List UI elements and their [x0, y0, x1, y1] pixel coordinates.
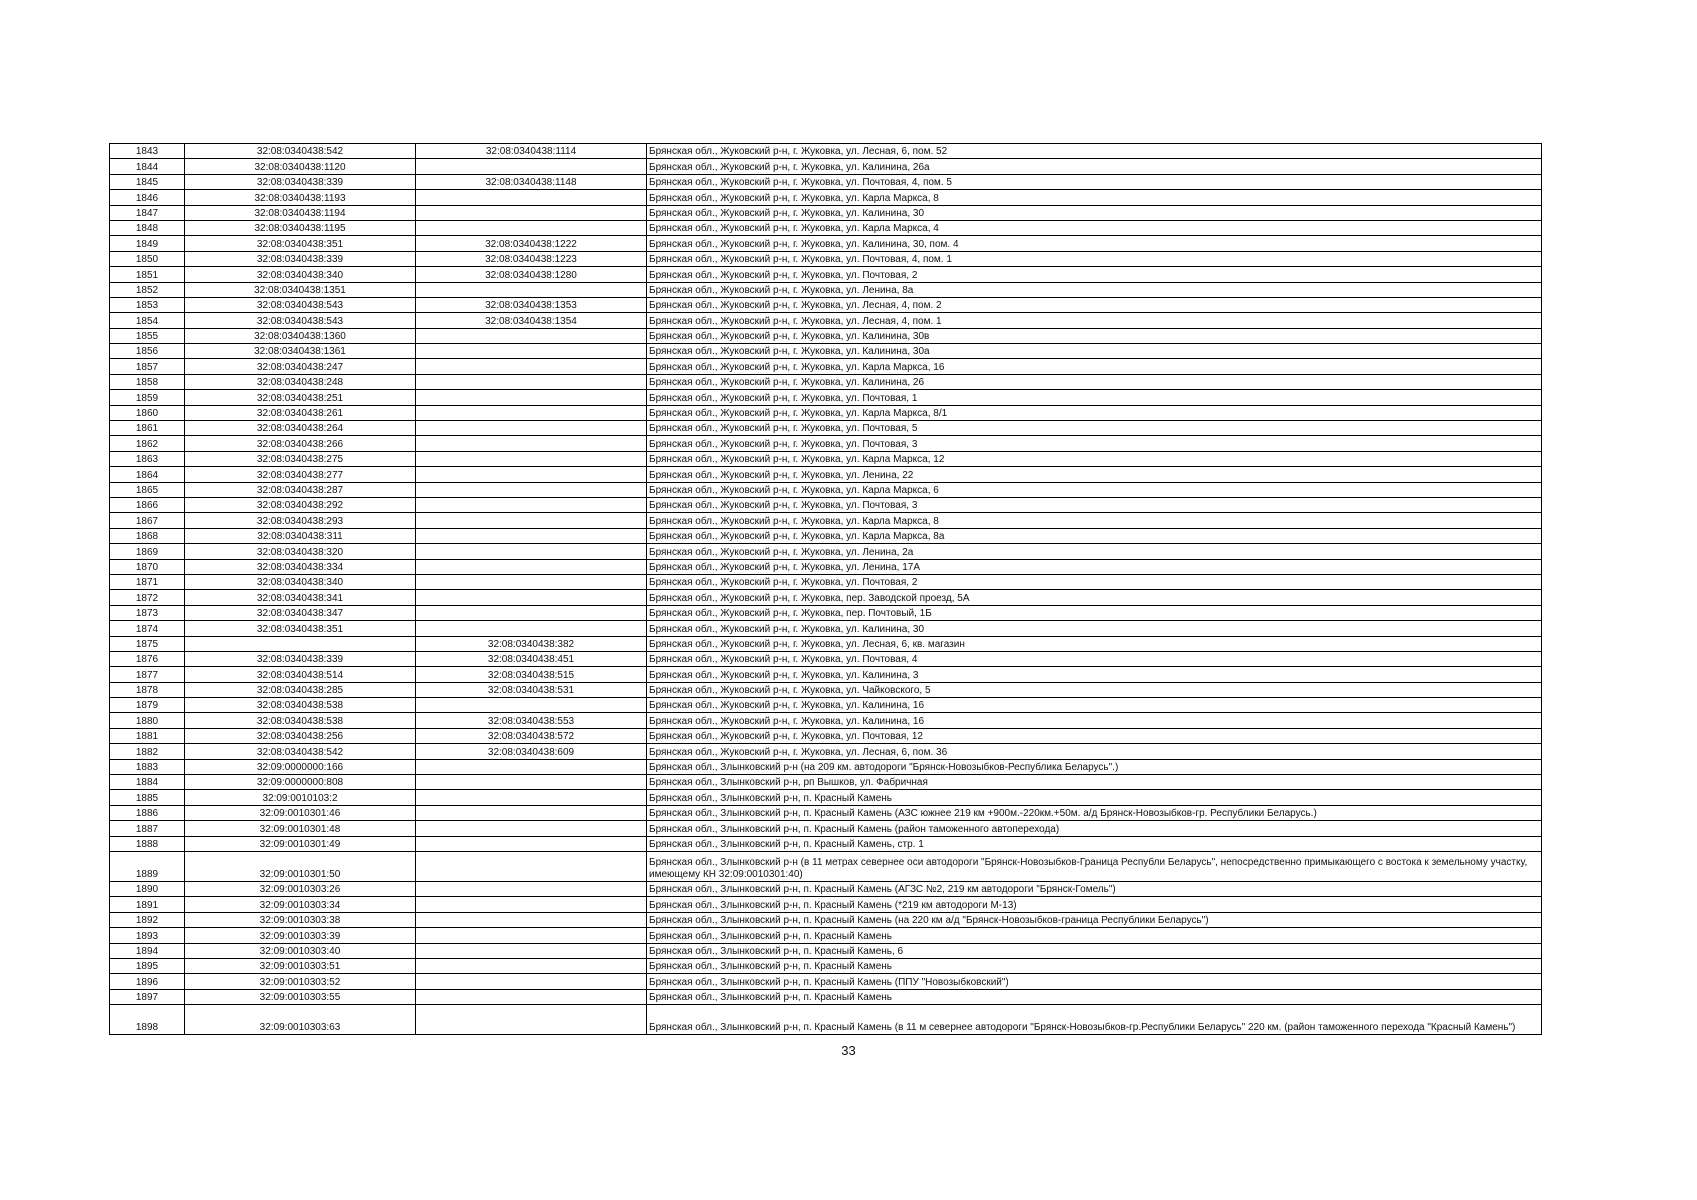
row-number-cell: 1852	[110, 282, 185, 297]
related-cadastral-number-cell	[416, 220, 647, 235]
address-cell: Брянская обл., Злынковский р-н, п. Красный Камень (АЗС южнее 219 км +900м.-220км.+50м. а/д Брянск-Новозыбков-гр. Республики Беларусь.)	[647, 805, 1542, 820]
cadastral-number-cell: 32:08:0340438:351	[185, 236, 416, 251]
related-cadastral-number-cell: 32:08:0340438:572	[416, 728, 647, 743]
row-number-cell: 1845	[110, 174, 185, 189]
row-number-cell: 1881	[110, 728, 185, 743]
table-row	[110, 436, 1542, 451]
cadastral-number-cell: 32:08:0340438:339	[185, 651, 416, 666]
registry-table-body	[110, 144, 1542, 1035]
address-cell: Брянская обл., Жуковский р-н, г. Жуковка, ул. Карла Маркса, 16	[647, 359, 1542, 374]
address-cell: Брянская обл., Жуковский р-н, г. Жуковка, ул. Лесная, 4, пом. 1	[647, 313, 1542, 328]
cadastral-number-cell: 32:09:0000000:166	[185, 759, 416, 774]
related-cadastral-number-cell	[416, 390, 647, 405]
table-row	[110, 805, 1542, 820]
table-row	[110, 482, 1542, 497]
cadastral-number-cell: 32:08:0340438:248	[185, 374, 416, 389]
address-cell: Брянская обл., Жуковский р-н, г. Жуковка, ул. Почтовая, 5	[647, 421, 1542, 436]
row-number-cell: 1851	[110, 267, 185, 282]
table-row	[110, 851, 1542, 881]
address-cell: Брянская обл., Жуковский р-н, г. Жуковка, ул. Калинина, 16	[647, 698, 1542, 713]
related-cadastral-number-cell	[416, 590, 647, 605]
cadastral-number-cell: 32:08:0340438:538	[185, 698, 416, 713]
related-cadastral-number-cell	[416, 405, 647, 420]
row-number-cell: 1867	[110, 513, 185, 528]
related-cadastral-number-cell: 32:08:0340438:451	[416, 651, 647, 666]
table-row	[110, 528, 1542, 543]
related-cadastral-number-cell	[416, 467, 647, 482]
cadastral-number-cell: 32:08:0340438:292	[185, 497, 416, 512]
related-cadastral-number-cell	[416, 574, 647, 589]
table-row	[110, 974, 1542, 989]
address-cell: Брянская обл., Злынковский р-н, п. Красный Камень, 6	[647, 943, 1542, 958]
cadastral-number-cell: 32:08:0340438:266	[185, 436, 416, 451]
cadastral-number-cell: 32:08:0340438:339	[185, 174, 416, 189]
address-cell: Брянская обл., Злынковский р-н, п. Красный Камень	[647, 989, 1542, 1004]
cadastral-number-cell: 32:08:0340438:293	[185, 513, 416, 528]
address-cell: Брянская обл., Жуковский р-н, г. Жуковка, ул. Чайковского, 5	[647, 682, 1542, 697]
cadastral-number-cell: 32:08:0340438:287	[185, 482, 416, 497]
address-cell: Брянская обл., Жуковский р-н, г. Жуковка, ул. Калинина, 30	[647, 621, 1542, 636]
cadastral-number-cell: 32:09:0010103:2	[185, 790, 416, 805]
address-cell: Брянская обл., Жуковский р-н, г. Жуковка, ул. Почтовая, 1	[647, 390, 1542, 405]
related-cadastral-number-cell: 32:08:0340438:1148	[416, 174, 647, 189]
cadastral-number-cell: 32:09:0010303:51	[185, 958, 416, 973]
address-cell: Брянская обл., Злынковский р-н, п. Красный Камень (ППУ "Новозыбковский")	[647, 974, 1542, 989]
row-number-cell: 1884	[110, 775, 185, 790]
row-number-cell: 1848	[110, 220, 185, 235]
cadastral-number-cell: 32:08:0340438:542	[185, 744, 416, 759]
related-cadastral-number-cell	[416, 958, 647, 973]
row-number-cell: 1870	[110, 559, 185, 574]
row-number-cell: 1860	[110, 405, 185, 420]
table-row	[110, 590, 1542, 605]
table-row	[110, 1005, 1542, 1035]
related-cadastral-number-cell: 32:08:0340438:382	[416, 636, 647, 651]
row-number-cell: 1857	[110, 359, 185, 374]
cadastral-number-cell: 32:08:0340438:1193	[185, 190, 416, 205]
address-cell: Брянская обл., Жуковский р-н, г. Жуковка, ул. Калинина, 30в	[647, 328, 1542, 343]
table-row	[110, 405, 1542, 420]
row-number-cell: 1854	[110, 313, 185, 328]
table-row	[110, 881, 1542, 896]
table-row	[110, 190, 1542, 205]
row-number-cell: 1887	[110, 821, 185, 836]
related-cadastral-number-cell	[416, 897, 647, 912]
row-number-cell: 1872	[110, 590, 185, 605]
cadastral-number-cell: 32:08:0340438:1195	[185, 220, 416, 235]
row-number-cell: 1865	[110, 482, 185, 497]
table-row	[110, 621, 1542, 636]
address-cell: Брянская обл., Жуковский р-н, г. Жуковка, ул. Почтовая, 4, пом. 5	[647, 174, 1542, 189]
cadastral-number-cell: 32:08:0340438:340	[185, 574, 416, 589]
address-cell: Брянская обл., Жуковский р-н, г. Жуковка, пер. Заводской проезд, 5А	[647, 590, 1542, 605]
table-row	[110, 698, 1542, 713]
table-row	[110, 267, 1542, 282]
row-number-cell: 1896	[110, 974, 185, 989]
related-cadastral-number-cell	[416, 374, 647, 389]
table-row	[110, 390, 1542, 405]
cadastral-number-cell: 32:09:0000000:808	[185, 775, 416, 790]
table-row	[110, 513, 1542, 528]
table-row	[110, 297, 1542, 312]
cadastral-number-cell: 32:08:0340438:285	[185, 682, 416, 697]
table-row	[110, 989, 1542, 1004]
related-cadastral-number-cell: 32:08:0340438:609	[416, 744, 647, 759]
cadastral-number-cell: 32:09:0010303:63	[185, 1005, 416, 1035]
address-cell: Брянская обл., Жуковский р-н, г. Жуковка, ул. Калинина, 16	[647, 713, 1542, 728]
cadastral-number-cell: 32:08:0340438:247	[185, 359, 416, 374]
cadastral-number-cell: 32:08:0340438:543	[185, 297, 416, 312]
table-row	[110, 236, 1542, 251]
table-row	[110, 174, 1542, 189]
related-cadastral-number-cell	[416, 759, 647, 774]
row-number-cell: 1877	[110, 667, 185, 682]
related-cadastral-number-cell	[416, 698, 647, 713]
table-row	[110, 636, 1542, 651]
row-number-cell: 1859	[110, 390, 185, 405]
related-cadastral-number-cell	[416, 851, 647, 881]
related-cadastral-number-cell	[416, 989, 647, 1004]
row-number-cell: 1897	[110, 989, 185, 1004]
row-number-cell: 1880	[110, 713, 185, 728]
address-cell: Брянская обл., Жуковский р-н, г. Жуковка, ул. Карла Маркса, 4	[647, 220, 1542, 235]
cadastral-number-cell: 32:09:0010303:26	[185, 881, 416, 896]
table-row	[110, 282, 1542, 297]
row-number-cell: 1850	[110, 251, 185, 266]
table-row	[110, 205, 1542, 220]
row-number-cell: 1876	[110, 651, 185, 666]
related-cadastral-number-cell: 32:08:0340438:1353	[416, 297, 647, 312]
address-cell: Брянская обл., Злынковский р-н, п. Красный Камень	[647, 790, 1542, 805]
related-cadastral-number-cell	[416, 1005, 647, 1035]
table-row	[110, 897, 1542, 912]
address-cell: Брянская обл., Злынковский р-н, п. Красный Камень (район таможенного автоперехода)	[647, 821, 1542, 836]
address-cell: Брянская обл., Жуковский р-н, г. Жуковка, ул. Калинина, 30, пом. 4	[647, 236, 1542, 251]
address-cell: Брянская обл., Жуковский р-н, г. Жуковка, ул. Ленина, 2а	[647, 544, 1542, 559]
row-number-cell: 1868	[110, 528, 185, 543]
address-cell: Брянская обл., Злынковский р-н, п. Красный Камень	[647, 928, 1542, 943]
related-cadastral-number-cell	[416, 821, 647, 836]
address-cell: Брянская обл., Жуковский р-н, г. Жуковка, ул. Калинина, 3	[647, 667, 1542, 682]
table-row	[110, 943, 1542, 958]
table-row	[110, 759, 1542, 774]
related-cadastral-number-cell	[416, 544, 647, 559]
related-cadastral-number-cell	[416, 359, 647, 374]
table-row	[110, 544, 1542, 559]
cadastral-number-cell: 32:08:0340438:320	[185, 544, 416, 559]
table-row	[110, 928, 1542, 943]
cadastral-number-cell: 32:09:0010301:50	[185, 851, 416, 881]
table-row	[110, 220, 1542, 235]
row-number-cell: 1898	[110, 1005, 185, 1035]
related-cadastral-number-cell: 32:08:0340438:1223	[416, 251, 647, 266]
address-cell: Брянская обл., Жуковский р-н, г. Жуковка, ул. Карла Маркса, 8	[647, 190, 1542, 205]
cadastral-number-cell: 32:08:0340438:1194	[185, 205, 416, 220]
address-cell: Брянская обл., Злынковский р-н, п. Красный Камень (в 11 м севернее автодороги "Брянск-Новозыбков-гр.Республики Беларусь" 220 км. (район таможенного перехода "Красный Камень")	[647, 1005, 1542, 1035]
related-cadastral-number-cell	[416, 497, 647, 512]
related-cadastral-number-cell	[416, 775, 647, 790]
related-cadastral-number-cell	[416, 282, 647, 297]
address-cell: Брянская обл., Злынковский р-н (на 209 км. автодороги "Брянск-Новозыбков-Республика Беларусь".)	[647, 759, 1542, 774]
cadastral-number-cell: 32:08:0340438:256	[185, 728, 416, 743]
table-row	[110, 451, 1542, 466]
table-row	[110, 359, 1542, 374]
row-number-cell: 1889	[110, 851, 185, 881]
row-number-cell: 1879	[110, 698, 185, 713]
cadastral-number-cell: 32:08:0340438:514	[185, 667, 416, 682]
row-number-cell: 1873	[110, 605, 185, 620]
cadastral-number-cell: 32:08:0340438:1120	[185, 159, 416, 174]
row-number-cell: 1862	[110, 436, 185, 451]
row-number-cell: 1853	[110, 297, 185, 312]
address-cell: Брянская обл., Жуковский р-н, г. Жуковка, ул. Лесная, 6, пом. 36	[647, 744, 1542, 759]
cadastral-number-cell: 32:09:0010303:38	[185, 912, 416, 927]
address-cell: Брянская обл., Жуковский р-н, г. Жуковка, ул. Ленина, 17А	[647, 559, 1542, 574]
row-number-cell: 1886	[110, 805, 185, 820]
table-row	[110, 328, 1542, 343]
row-number-cell: 1885	[110, 790, 185, 805]
address-cell: Брянская обл., Жуковский р-н, г. Жуковка, ул. Карла Маркса, 6	[647, 482, 1542, 497]
row-number-cell: 1882	[110, 744, 185, 759]
cadastral-number-cell: 32:08:0340438:1361	[185, 344, 416, 359]
row-number-cell: 1892	[110, 912, 185, 927]
table-row	[110, 682, 1542, 697]
cadastral-number-cell: 32:08:0340438:275	[185, 451, 416, 466]
cadastral-number-cell: 32:08:0340438:542	[185, 144, 416, 159]
address-cell: Брянская обл., Жуковский р-н, г. Жуковка, ул. Лесная, 6, пом. 52	[647, 144, 1542, 159]
table-row	[110, 497, 1542, 512]
address-cell: Брянская обл., Жуковский р-н, г. Жуковка, ул. Лесная, 4, пом. 2	[647, 297, 1542, 312]
related-cadastral-number-cell	[416, 928, 647, 943]
cadastral-number-cell: 32:09:0010303:34	[185, 897, 416, 912]
related-cadastral-number-cell	[416, 421, 647, 436]
table-row	[110, 836, 1542, 851]
address-cell: Брянская обл., Жуковский р-н, г. Жуковка, ул. Почтовая, 3	[647, 497, 1542, 512]
related-cadastral-number-cell: 32:08:0340438:531	[416, 682, 647, 697]
table-row	[110, 821, 1542, 836]
related-cadastral-number-cell: 32:08:0340438:553	[416, 713, 647, 728]
cadastral-number-cell: 32:09:0010303:40	[185, 943, 416, 958]
address-cell: Брянская обл., Жуковский р-н, г. Жуковка, ул. Почтовая, 12	[647, 728, 1542, 743]
address-cell: Брянская обл., Жуковский р-н, г. Жуковка, ул. Карла Маркса, 8	[647, 513, 1542, 528]
table-row	[110, 574, 1542, 589]
related-cadastral-number-cell	[416, 344, 647, 359]
registry-table	[109, 143, 1542, 1035]
table-row	[110, 159, 1542, 174]
cadastral-number-cell: 32:08:0340438:347	[185, 605, 416, 620]
related-cadastral-number-cell	[416, 436, 647, 451]
cadastral-number-cell: 32:09:0010301:49	[185, 836, 416, 851]
address-cell: Брянская обл., Жуковский р-н, г. Жуковка, ул. Калинина, 26	[647, 374, 1542, 389]
table-row	[110, 790, 1542, 805]
table-row	[110, 559, 1542, 574]
cadastral-number-cell: 32:08:0340438:277	[185, 467, 416, 482]
related-cadastral-number-cell	[416, 790, 647, 805]
row-number-cell: 1869	[110, 544, 185, 559]
cadastral-number-cell: 32:08:0340438:264	[185, 421, 416, 436]
row-number-cell: 1863	[110, 451, 185, 466]
cadastral-number-cell: 32:08:0340438:339	[185, 251, 416, 266]
related-cadastral-number-cell	[416, 805, 647, 820]
related-cadastral-number-cell	[416, 974, 647, 989]
address-cell: Брянская обл., Злынковский р-н, п. Красный Камень, стр. 1	[647, 836, 1542, 851]
row-number-cell: 1878	[110, 682, 185, 697]
address-cell: Брянская обл., Жуковский р-н, г. Жуковка, пер. Почтовый, 1Б	[647, 605, 1542, 620]
related-cadastral-number-cell	[416, 836, 647, 851]
table-row	[110, 651, 1542, 666]
table-row	[110, 744, 1542, 759]
related-cadastral-number-cell	[416, 881, 647, 896]
table-row	[110, 467, 1542, 482]
row-number-cell: 1856	[110, 344, 185, 359]
cadastral-number-cell: 32:08:0340438:251	[185, 390, 416, 405]
related-cadastral-number-cell: 32:08:0340438:1280	[416, 267, 647, 282]
related-cadastral-number-cell	[416, 559, 647, 574]
address-cell: Брянская обл., Жуковский р-н, г. Жуковка, ул. Калинина, 30а	[647, 344, 1542, 359]
row-number-cell: 1843	[110, 144, 185, 159]
address-cell: Брянская обл., Злынковский р-н (в 11 метрах севернее оси автодороги "Брянск-Новозыбков-Граница Республи Беларусь", непосредственно примыкающего с востока к земельному участку, имеющему КН 32:09:0010301:40)	[647, 851, 1542, 881]
table-row	[110, 421, 1542, 436]
table-row	[110, 313, 1542, 328]
related-cadastral-number-cell	[416, 328, 647, 343]
row-number-cell: 1866	[110, 497, 185, 512]
cadastral-number-cell: 32:08:0340438:543	[185, 313, 416, 328]
related-cadastral-number-cell	[416, 159, 647, 174]
table-row	[110, 728, 1542, 743]
address-cell: Брянская обл., Жуковский р-н, г. Жуковка, ул. Почтовая, 4	[647, 651, 1542, 666]
address-cell: Брянская обл., Жуковский р-н, г. Жуковка, ул. Ленина, 8а	[647, 282, 1542, 297]
page-number: 33	[841, 1043, 856, 1058]
address-cell: Брянская обл., Жуковский р-н, г. Жуковка, ул. Ленина, 22	[647, 467, 1542, 482]
row-number-cell: 1875	[110, 636, 185, 651]
related-cadastral-number-cell	[416, 912, 647, 927]
row-number-cell: 1864	[110, 467, 185, 482]
cadastral-number-cell: 32:08:0340438:351	[185, 621, 416, 636]
cadastral-number-cell: 32:09:0010303:55	[185, 989, 416, 1004]
cadastral-number-cell: 32:08:0340438:334	[185, 559, 416, 574]
table-row	[110, 374, 1542, 389]
table-row	[110, 775, 1542, 790]
address-cell: Брянская обл., Жуковский р-н, г. Жуковка, ул. Калинина, 30	[647, 205, 1542, 220]
related-cadastral-number-cell	[416, 605, 647, 620]
cadastral-number-cell: 32:09:0010303:52	[185, 974, 416, 989]
row-number-cell: 1888	[110, 836, 185, 851]
address-cell: Брянская обл., Злынковский р-н, п. Красный Камень (*219 км автодороги М-13)	[647, 897, 1542, 912]
related-cadastral-number-cell: 32:08:0340438:1354	[416, 313, 647, 328]
row-number-cell: 1849	[110, 236, 185, 251]
table-row	[110, 251, 1542, 266]
row-number-cell: 1844	[110, 159, 185, 174]
address-cell: Брянская обл., Жуковский р-н, г. Жуковка, ул. Лесная, 6, кв. магазин	[647, 636, 1542, 651]
address-cell: Брянская обл., Злынковский р-н, п. Красный Камень	[647, 958, 1542, 973]
related-cadastral-number-cell	[416, 482, 647, 497]
row-number-cell: 1846	[110, 190, 185, 205]
address-cell: Брянская обл., Жуковский р-н, г. Жуковка, ул. Карла Маркса, 8а	[647, 528, 1542, 543]
table-row	[110, 713, 1542, 728]
related-cadastral-number-cell: 32:08:0340438:1114	[416, 144, 647, 159]
row-number-cell: 1894	[110, 943, 185, 958]
related-cadastral-number-cell	[416, 190, 647, 205]
row-number-cell: 1883	[110, 759, 185, 774]
address-cell: Брянская обл., Жуковский р-н, г. Жуковка, ул. Карла Маркса, 8/1	[647, 405, 1542, 420]
address-cell: Брянская обл., Жуковский р-н, г. Жуковка, ул. Карла Маркса, 12	[647, 451, 1542, 466]
related-cadastral-number-cell	[416, 451, 647, 466]
cadastral-number-cell: 32:08:0340438:341	[185, 590, 416, 605]
table-row	[110, 144, 1542, 159]
row-number-cell: 1874	[110, 621, 185, 636]
address-cell: Брянская обл., Жуковский р-н, г. Жуковка, ул. Почтовая, 2	[647, 574, 1542, 589]
cadastral-number-cell: 32:09:0010303:39	[185, 928, 416, 943]
related-cadastral-number-cell: 32:08:0340438:1222	[416, 236, 647, 251]
address-cell: Брянская обл., Злынковский р-н, рп Вышков, ул. Фабричная	[647, 775, 1542, 790]
address-cell: Брянская обл., Злынковский р-н, п. Красный Камень (на 220 км а/д "Брянск-Новозыбков-граница Республики Беларусь")	[647, 912, 1542, 927]
row-number-cell: 1890	[110, 881, 185, 896]
cadastral-number-cell: 32:08:0340438:1360	[185, 328, 416, 343]
cadastral-number-cell: 32:09:0010301:46	[185, 805, 416, 820]
cadastral-number-cell: 32:08:0340438:1351	[185, 282, 416, 297]
address-cell: Брянская обл., Жуковский р-н, г. Жуковка, ул. Почтовая, 4, пом. 1	[647, 251, 1542, 266]
row-number-cell: 1895	[110, 958, 185, 973]
related-cadastral-number-cell	[416, 528, 647, 543]
row-number-cell: 1847	[110, 205, 185, 220]
cadastral-number-cell: 32:08:0340438:538	[185, 713, 416, 728]
row-number-cell: 1893	[110, 928, 185, 943]
address-cell: Брянская обл., Жуковский р-н, г. Жуковка, ул. Почтовая, 3	[647, 436, 1542, 451]
related-cadastral-number-cell	[416, 205, 647, 220]
cadastral-number-cell: 32:08:0340438:311	[185, 528, 416, 543]
related-cadastral-number-cell	[416, 513, 647, 528]
address-cell: Брянская обл., Жуковский р-н, г. Жуковка, ул. Калинина, 26а	[647, 159, 1542, 174]
cadastral-number-cell: 32:08:0340438:261	[185, 405, 416, 420]
row-number-cell: 1855	[110, 328, 185, 343]
row-number-cell: 1871	[110, 574, 185, 589]
row-number-cell: 1861	[110, 421, 185, 436]
cadastral-number-cell: 32:08:0340438:340	[185, 267, 416, 282]
table-row	[110, 958, 1542, 973]
related-cadastral-number-cell	[416, 943, 647, 958]
related-cadastral-number-cell: 32:08:0340438:515	[416, 667, 647, 682]
row-number-cell: 1891	[110, 897, 185, 912]
table-row	[110, 667, 1542, 682]
address-cell: Брянская обл., Жуковский р-н, г. Жуковка, ул. Почтовая, 2	[647, 267, 1542, 282]
cadastral-number-cell	[185, 636, 416, 651]
table-row	[110, 605, 1542, 620]
table-row	[110, 344, 1542, 359]
row-number-cell: 1858	[110, 374, 185, 389]
cadastral-number-cell: 32:09:0010301:48	[185, 821, 416, 836]
related-cadastral-number-cell	[416, 621, 647, 636]
address-cell: Брянская обл., Злынковский р-н, п. Красный Камень (АГЗС №2, 219 км автодороги "Брянск-Гомель")	[647, 881, 1542, 896]
table-row	[110, 912, 1542, 927]
